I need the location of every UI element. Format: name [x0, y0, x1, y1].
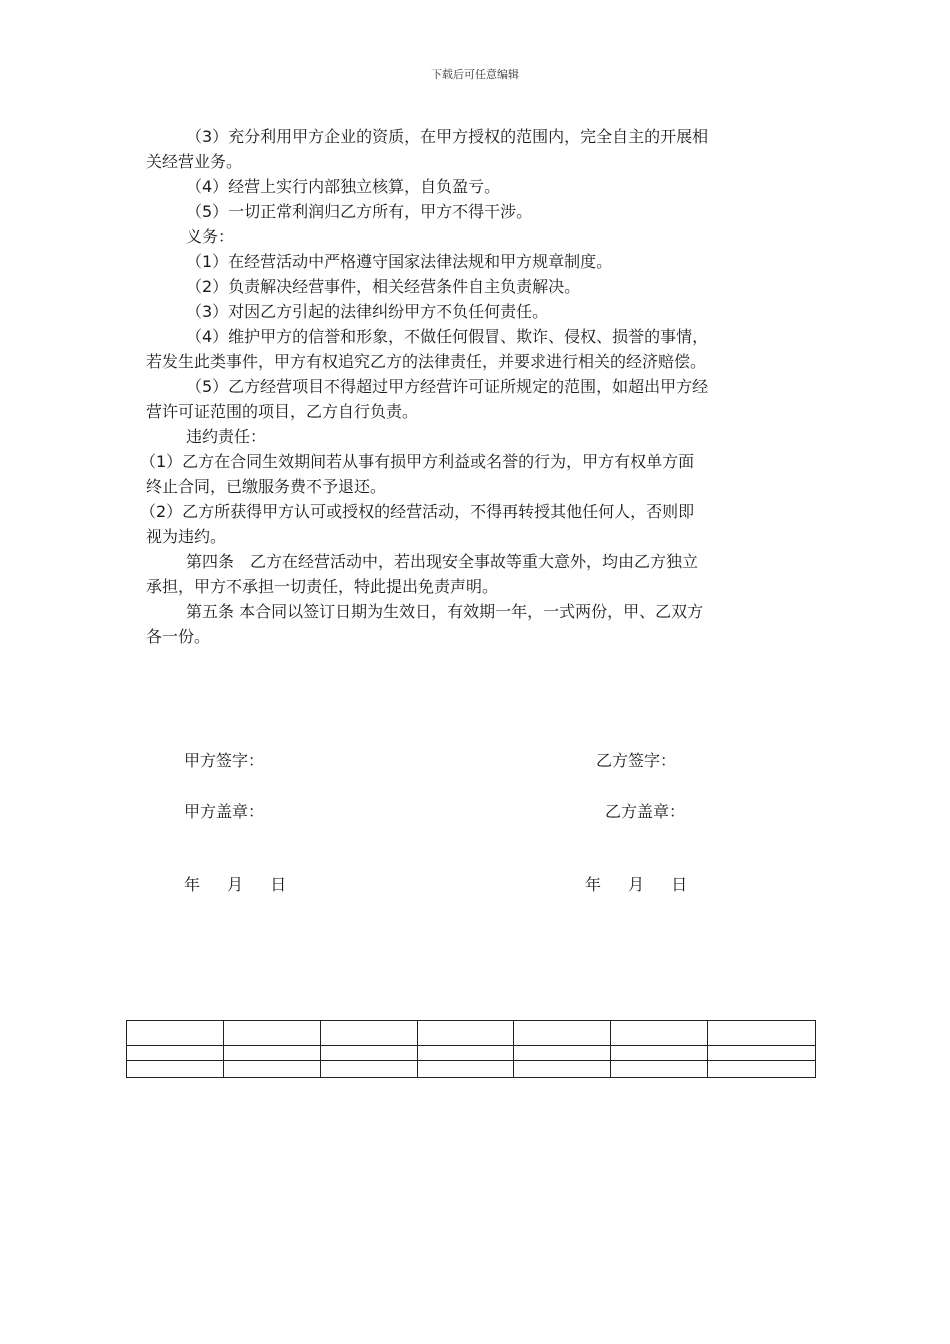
day-label: 日: [671, 875, 688, 894]
text-line: （2）乙方所获得甲方认可或授权的经营活动，不得再转授其他任何人，否则即: [140, 502, 695, 521]
article-five: 第五条 本合同以签订日期为生效日，有效期一年，一式两份，甲、乙双方: [186, 602, 704, 621]
contract-body: [140, 124, 810, 649]
text-line: 各一份。: [146, 627, 211, 646]
table-row: [127, 1021, 816, 1046]
month-label: 月: [628, 875, 645, 894]
section-heading-breach: 违约责任：: [186, 427, 267, 446]
text-line: （1）在经营活动中严格遵守国家法律法规和甲方规章制度。: [186, 252, 613, 271]
text-line: 承担，甲方不承担一切责任，特此提出免责声明。: [146, 577, 499, 596]
text-line: （1）乙方在合同生效期间若从事有损甲方利益或名誉的行为，甲方有权单方面: [140, 452, 695, 471]
table-cell: [514, 1046, 611, 1061]
month-label: 月: [227, 875, 244, 894]
table-cell: [223, 1061, 320, 1078]
table-row: [127, 1061, 816, 1078]
table-cell: [320, 1046, 417, 1061]
day-label: 日: [270, 875, 287, 894]
table-cell: [708, 1046, 816, 1061]
page-header: 下载后可任意编辑: [431, 68, 519, 81]
text-line: （5）乙方经营项目不得超过甲方经营许可证所规定的范围，如超出甲方经: [186, 377, 709, 396]
text-line: 关经营业务。: [146, 152, 243, 171]
table-cell: [127, 1061, 224, 1078]
text-line: 若发生此类事件，甲方有权追究乙方的法律责任，并要求进行相关的经济赔偿。: [146, 352, 707, 371]
year-label: 年: [184, 875, 201, 894]
table-cell: [223, 1046, 320, 1061]
text-line: （3）充分利用甲方企业的资质，在甲方授权的范围内，完全自主的开展相: [186, 127, 709, 146]
year-label: 年: [585, 875, 602, 894]
text-line: （4）维护甲方的信誉和形象，不做任何假冒、欺诈、侵权、损誉的事情，: [186, 327, 709, 346]
table-cell: [417, 1021, 514, 1046]
party-b-date: [585, 872, 687, 895]
table-row: [127, 1046, 816, 1061]
party-a-seal-label: 甲方盖章：: [184, 802, 265, 821]
section-heading-obligations: 义务：: [186, 227, 235, 246]
table-cell: [514, 1021, 611, 1046]
table-cell: [127, 1021, 224, 1046]
table-cell: [708, 1021, 816, 1046]
article-four: 第四条 乙方在经营活动中，若出现安全事故等重大意外，均由乙方独立: [186, 552, 699, 571]
table-cell: [708, 1061, 816, 1078]
text-line: 终止合同，已缴服务费不予退还。: [146, 477, 387, 496]
table-cell: [223, 1021, 320, 1046]
text-line: （2）负责解决经营事件，相关经营条件自主负责解决。: [186, 277, 581, 296]
table-cell: [417, 1046, 514, 1061]
table-cell: [514, 1061, 611, 1078]
table-cell: [611, 1021, 708, 1046]
text-line: （5）一切正常利润归乙方所有，甲方不得干涉。: [186, 202, 533, 221]
party-b-signature-label: 乙方签字：: [596, 751, 677, 770]
text-line: （4）经营上实行内部独立核算，自负盈亏。: [186, 177, 501, 196]
text-line: （3）对因乙方引起的法律纠纷甲方不负任何责任。: [186, 302, 549, 321]
party-a-date: [184, 872, 286, 895]
party-b-seal-label: 乙方盖章：: [605, 802, 686, 821]
party-a-signature-label: 甲方签字：: [184, 751, 265, 770]
table-cell: [611, 1046, 708, 1061]
empty-grid-table: [126, 1020, 816, 1078]
table-cell: [320, 1021, 417, 1046]
table-cell: [320, 1061, 417, 1078]
text-line: 视为违约。: [146, 527, 227, 546]
text-line: 营许可证范围的项目，乙方自行负责。: [146, 402, 419, 421]
table-cell: [127, 1046, 224, 1061]
table-cell: [417, 1061, 514, 1078]
table-cell: [611, 1061, 708, 1078]
